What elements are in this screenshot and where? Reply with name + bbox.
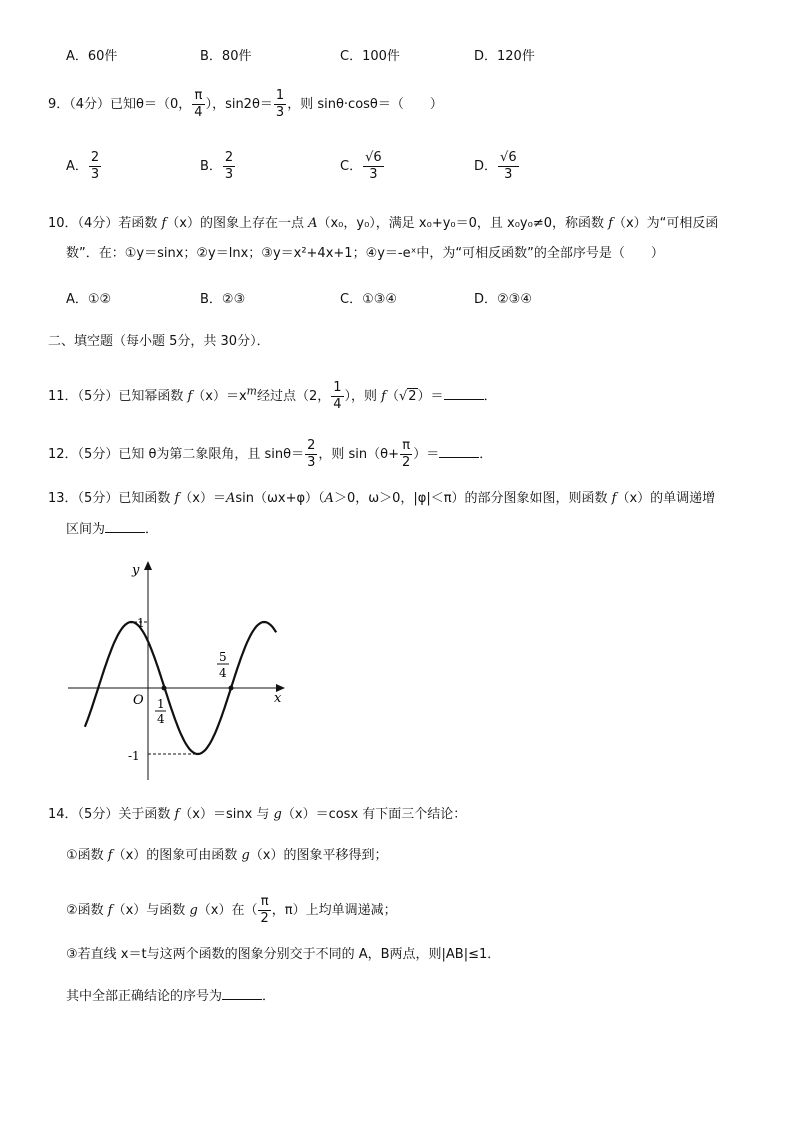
q11-mid3: ），则	[344, 389, 382, 404]
q10-text-d: （x）为“可相反函	[612, 216, 719, 231]
q9-prefix: 9．（4分）已知θ＝（0，	[48, 97, 192, 112]
q14-conclusion	[66, 987, 275, 1006]
q14-s2-f: f	[107, 903, 113, 918]
question-10-line-2: 数”．在：①y＝sinx；②y＝lnx；③y＝x²+4x+1；④y＝-eˣ中，为“可相反函数”的全部序号是（ ）	[66, 246, 664, 261]
q9-option-b-label: B．	[200, 159, 222, 174]
frac-five-quarters-num: 5	[219, 650, 227, 664]
q9-option-a-num: 2	[90, 150, 100, 165]
zero-point-five-quarters	[229, 686, 234, 691]
origin-label: O	[133, 693, 144, 708]
question-13-line-2	[66, 520, 158, 539]
q11-mid2: 经过点（2，	[256, 389, 331, 404]
q9-frac-1-3	[274, 88, 286, 121]
q9-option-b-den: 3	[224, 167, 234, 182]
frac-quarter-den: 4	[157, 712, 165, 726]
q9-suffix: ，则 sinθ·cosθ＝（ ）	[287, 97, 443, 112]
q9-option-d-label: D．	[474, 159, 498, 174]
q13-sine-graph	[60, 555, 290, 785]
q11-four: 4	[333, 397, 342, 412]
q14-f: f	[174, 807, 180, 822]
q14-end: ．	[262, 989, 276, 1004]
q10-f: f	[161, 216, 167, 231]
q8-option-d: D．120件	[474, 49, 535, 64]
q10-option-c: C．①③④	[340, 292, 398, 307]
q14-two: 2	[260, 911, 269, 926]
q10-option-d: D．②③④	[474, 292, 532, 307]
q13-f-2: f	[611, 491, 617, 506]
q9-frac-pi-4	[192, 88, 204, 121]
question-9	[48, 88, 443, 121]
q14-answer-blank[interactable]	[222, 987, 262, 1000]
q10-option-b: B．②③	[200, 292, 246, 307]
q11-frac-1-4	[331, 380, 343, 413]
q9-option-b-frac	[223, 150, 235, 183]
q9-option-c-den: 3	[369, 167, 378, 182]
q14-s2-a: ②函数	[66, 903, 108, 918]
q9-option-b	[200, 150, 236, 183]
q12-three: 3	[307, 455, 316, 470]
q11-f: f	[187, 389, 193, 404]
q9-option-a-label: A．	[66, 159, 88, 174]
q11-one: 1	[333, 380, 342, 395]
q11-mid4: （	[385, 389, 399, 404]
q9-four: 4	[194, 105, 203, 120]
q14-s2-b: （x）与函数	[112, 903, 190, 918]
frac-five-quarters-den: 4	[219, 666, 227, 680]
q13-f: f	[174, 491, 180, 506]
q11-suffix: ）＝	[417, 389, 444, 404]
q14-s1-b: （x）的图象可由函数	[112, 848, 242, 863]
q8-option-c: C．100件	[340, 49, 400, 64]
question-10-line-1	[48, 215, 718, 233]
q9-option-c-frac	[363, 150, 384, 183]
q14-pi: π	[258, 894, 270, 911]
q12-answer-blank[interactable]	[439, 445, 479, 458]
q9-option-d-frac	[498, 150, 519, 183]
q9-option-a-frac	[89, 150, 101, 183]
q14-text-a: 14．（5分）关于函数	[48, 807, 175, 822]
q14-s2-c: （x）在（	[197, 903, 258, 918]
q11-radicand: 2	[408, 389, 417, 404]
question-11	[48, 380, 497, 413]
q9-option-d-radicand: 6	[508, 150, 517, 165]
q13-amplitude-a-2: A	[324, 491, 334, 506]
q14-s1-f: f	[107, 848, 113, 863]
q11-f-2: f	[381, 389, 386, 404]
q10-point-a: A	[308, 216, 318, 231]
q12-pi: π	[400, 438, 412, 455]
q12-prefix: 12．（5分）已知 θ为第二象限角，且 sinθ＝	[48, 447, 305, 462]
q9-option-c-label: C．	[340, 159, 363, 174]
q11-answer-blank[interactable]	[444, 387, 484, 400]
q8-option-a: A．60件	[66, 49, 118, 64]
q8-option-b: B．80件	[200, 49, 252, 64]
q9-option-d	[474, 150, 520, 183]
q14-s1-g: g	[241, 848, 250, 863]
q11-exponent-m: m	[246, 384, 257, 398]
q10-option-a: A．①②	[66, 292, 112, 307]
y-tick-1: 1	[137, 616, 145, 630]
q9-option-d-num: √6	[500, 150, 517, 165]
q9-three: 3	[275, 105, 285, 120]
q13-text-c: sin（ωx+φ）（	[235, 491, 325, 506]
q14-s2-g: g	[189, 903, 198, 918]
q13-answer-blank[interactable]	[105, 520, 145, 533]
y-axis-arrow-icon	[144, 561, 152, 570]
q9-option-a-den: 3	[90, 167, 100, 182]
q14-s1-a: ①函数	[66, 848, 108, 863]
q11-mid: （x）＝x	[192, 389, 247, 404]
q11-end: ．	[483, 389, 497, 404]
q13-text-b: （x）＝	[179, 491, 226, 506]
q13-line-2-text: 区间为	[66, 522, 106, 537]
q12-two-b: 2	[402, 455, 411, 470]
zero-point-quarter	[162, 686, 167, 691]
q14-g: g	[273, 807, 282, 822]
question-13-line-1	[48, 490, 715, 508]
q10-text-c: （x₀，y₀），满足 x₀+y₀＝0，且 x₀y₀≠0，称函数	[317, 216, 609, 231]
x-axis-label: x	[274, 691, 282, 706]
q9-option-c-radicand: 6	[373, 150, 382, 165]
q13-text-a: 13．（5分）已知函数	[48, 491, 175, 506]
q13-text-d: ＞0，ω＞0，|φ|＜π）的部分图象如图，则函数	[333, 491, 612, 506]
q14-s2-d: ，π）上均单调递减；	[271, 903, 397, 918]
q10-f-2: f	[608, 216, 613, 231]
q12-frac-2-3	[305, 438, 317, 471]
q12-two: 2	[307, 438, 316, 453]
q9-mid: ），sin2θ＝	[205, 97, 273, 112]
q14-statement-3: ③若直线 x＝t与这两个函数的图象分别交于不同的 A，B两点，则|AB|≤1．	[66, 947, 501, 962]
q13-amplitude-a: A	[225, 491, 236, 506]
q9-option-b-num: 2	[224, 150, 234, 165]
q14-frac-pi-2	[258, 894, 270, 927]
frac-quarter-num: 1	[157, 697, 165, 711]
q9-option-a	[66, 150, 102, 183]
y-tick-neg-1: -1	[128, 749, 140, 763]
q14-statement-2	[66, 894, 397, 927]
y-axis-label: y	[132, 563, 140, 578]
q11-sqrt: √2	[398, 389, 417, 404]
q13-text-e: （x）的单调递增	[616, 491, 716, 506]
q9-option-d-den: 3	[504, 167, 513, 182]
q12-frac-pi-2	[400, 438, 412, 471]
q14-text-c: （x）＝cosx 有下面三个结论：	[281, 807, 467, 822]
q9-option-c-num: √6	[365, 150, 382, 165]
question-12	[48, 438, 492, 471]
q13-end: ．	[145, 522, 159, 537]
q14-conclusion-text: 其中全部正确结论的序号为	[66, 989, 223, 1004]
q10-text-a: 10．（4分）若函数	[48, 216, 162, 231]
section-2-heading: 二、填空题（每小题 5分，共 30分）．	[48, 334, 270, 349]
q9-option-c	[340, 150, 385, 183]
q14-text-b: （x）＝sinx 与	[179, 807, 274, 822]
q9-pi: π	[192, 88, 204, 105]
q12-mid: ，则 sin（θ+	[318, 447, 399, 462]
question-14-line-1	[48, 806, 466, 824]
q10-text-b: （x）的图象上存在一点	[166, 216, 309, 231]
q12-suffix: ）＝	[413, 447, 440, 462]
q14-s1-c: （x）的图象平移得到；	[249, 848, 388, 863]
q9-one: 1	[275, 88, 285, 103]
q14-statement-1	[66, 847, 387, 865]
q12-end: ．	[479, 447, 493, 462]
q11-prefix: 11．（5分）已知幂函数	[48, 389, 188, 404]
